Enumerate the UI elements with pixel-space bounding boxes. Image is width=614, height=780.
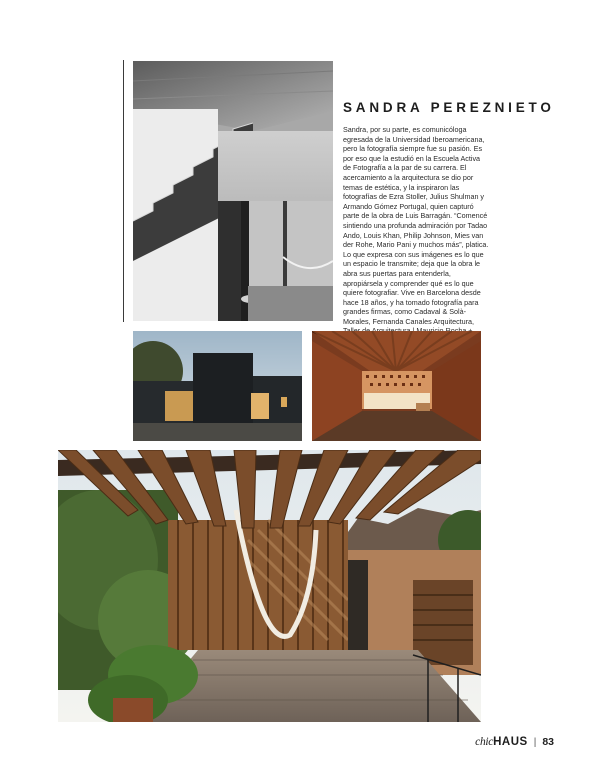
logo-haus: HAUS — [493, 736, 528, 748]
page-number: 83 — [542, 736, 554, 748]
article-body: Sandra, por su parte, es comunicóloga egresada de la Universidad Iberoamericana, pero la fotografía siempre fue su pasión. Es por eso que la estudió en la Escuela Activa de Fotografía a la par de su carrera. El acercamiento a la arquitectura se dio por temas de estética, y la inspiraron las fotografías de Ezra Stoller, Julius Shulman y Armando Gómez Portugal, quien capturó parte de la obra de Luis Barragán. “Comencé sintiendo una profunda admiración por Tadao Ando, Louis Khan, Philip Johnson, Mies van der Rohe, Mario Pani y muchos más”, platica. Lo que expresa con sus imágenes es lo que un espacio le transmite; deja que la obra le abra sus puertas para entenderla, apropiársela y comprender qué es lo que quiere fotografiar. Vive en Barcelona desde hace 18 años, y ha tomado fotografía para grandes firmas, como Cadaval & Solà-Morales, Fernanda Canales Arquitectura, — [343, 125, 489, 326]
magazine-logo — [475, 736, 528, 748]
photo-brick-interior — [312, 331, 481, 441]
author-heading: SANDRA PEREZNIETO — [343, 100, 555, 115]
photo-pergola-terrace — [58, 450, 481, 722]
photo-concrete-staircase — [133, 61, 333, 321]
footer-separator: | — [533, 736, 537, 748]
photo-house-exterior — [133, 331, 302, 441]
page-footer — [475, 736, 554, 748]
column-rule — [123, 60, 124, 322]
logo-chic: chic — [475, 736, 494, 748]
article-column — [343, 100, 555, 346]
